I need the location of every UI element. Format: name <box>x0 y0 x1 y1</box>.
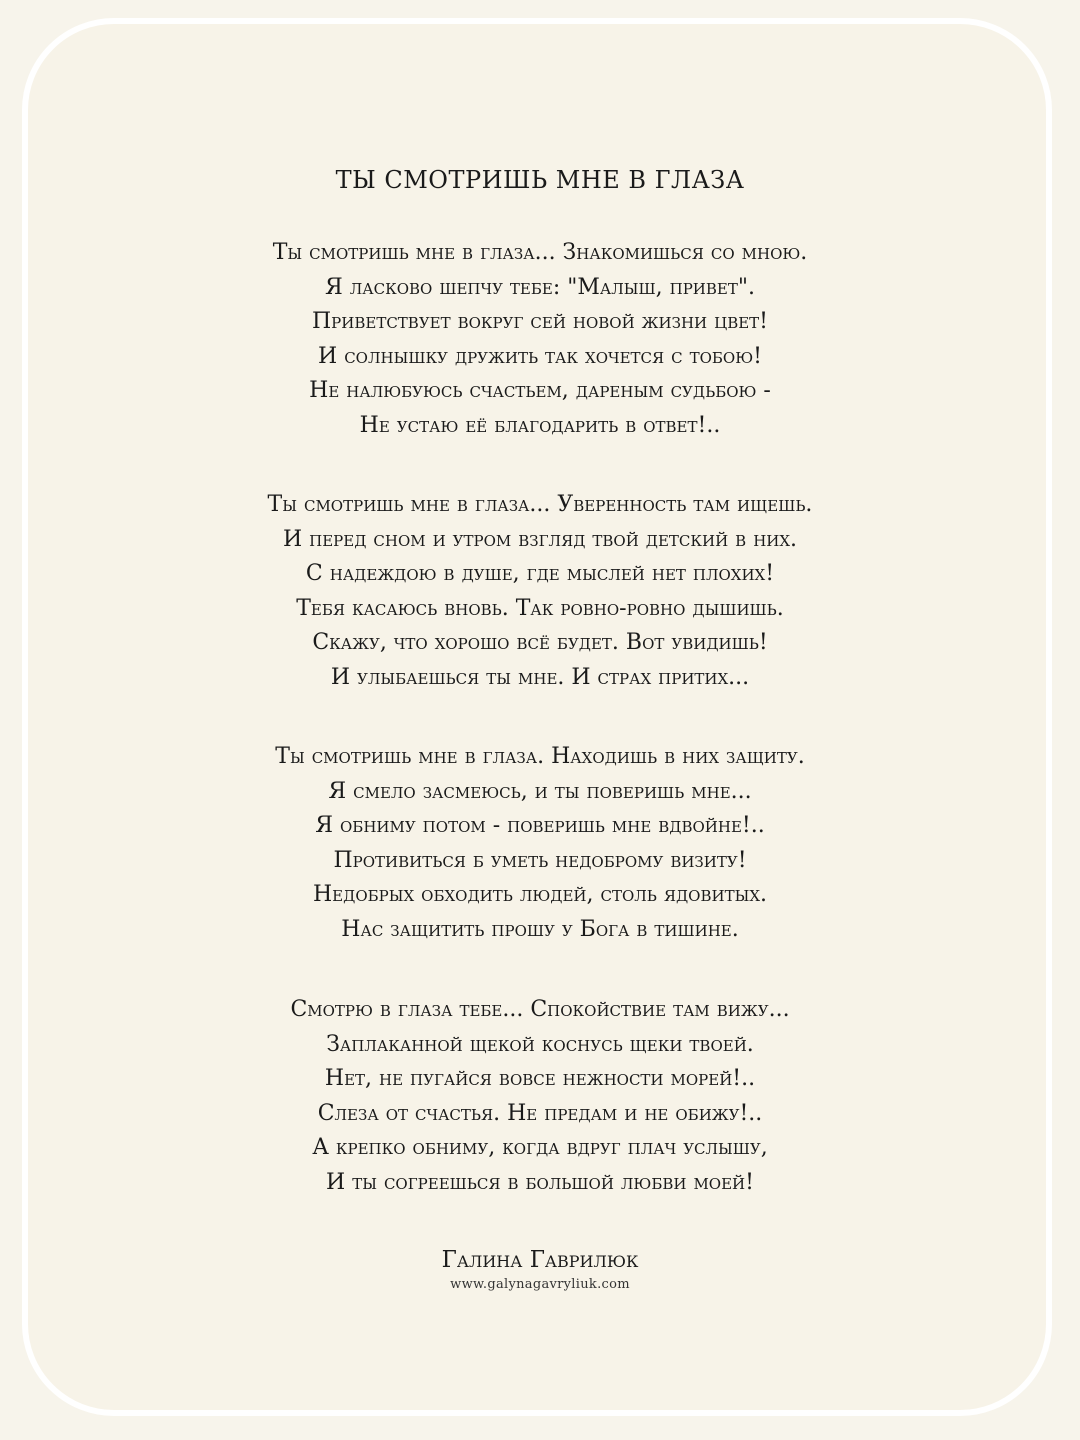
poem-line: Слеза от счастья. Не предам и не обижу!.. <box>317 1100 763 1126</box>
poem-line: Ты смотришь мне в глаза. Находишь в них защиту. <box>275 744 805 769</box>
stanza-4 <box>0 993 1080 1201</box>
poem-line: Приветствует вокруг сей новой жизни цвет! <box>311 309 769 335</box>
author-name: Галина Гаврилюк <box>441 1247 639 1273</box>
poem-line: С надеждою в душе, где мыслей нет плохих! <box>305 561 775 587</box>
poem-line: И улыбаешься ты мне. И страх притих... <box>330 664 750 690</box>
poem-line: Нет, не пугайся вовсе нежности морей!.. <box>324 1066 756 1092</box>
poem-line: Скажу, что хорошо всё будет. Вот увидишь! <box>312 630 768 656</box>
stanza-1 <box>0 236 1080 444</box>
poem-line: Ты смотришь мне в глаза... Знакомишься со мною. <box>272 240 808 265</box>
poem-line: Не налюбуюсь счастьем, дареным судьбою - <box>309 378 771 404</box>
poem-line: Тебя касаюсь вновь. Так ровно-ровно дышишь. <box>296 595 784 621</box>
poem-line: И перед сном и утром взгляд твой детский в них. <box>282 526 798 552</box>
poem-line: Не устаю её благодарить в ответ!.. <box>359 412 721 438</box>
stanza-2 <box>0 488 1080 696</box>
poem-line: Противиться б уметь недоброму визиту! <box>333 847 747 873</box>
poem-line: Ты смотришь мне в глаза... Уверенность там ищешь. <box>267 492 813 517</box>
poem-line: Я обниму потом - поверишь мне вдвойне!.. <box>315 813 765 839</box>
poem-line: Я ласково шепчу тебе: "Малыш, привет". <box>325 274 755 300</box>
poem-line: Смотрю в глаза тебе... Спокойствие там вижу... <box>290 997 790 1022</box>
poem-line: А крепко обниму, когда вдруг плач услышу, <box>312 1135 768 1161</box>
stanza-3 <box>0 740 1080 948</box>
poem-line: И солнышку дружить так хочется с тобою! <box>318 343 762 369</box>
poem-line: Я смело засмеюсь, и ты поверишь мне... <box>328 778 752 804</box>
author-website: www.galynagavryliuk.com <box>450 1277 630 1292</box>
poem-line: Недобрых обходить людей, столь ядовитых. <box>312 882 768 908</box>
poem-line: Нас защитить прошу у Бога в тишине. <box>341 916 739 942</box>
poem-line: И ты согреешься в большой любви моей! <box>326 1169 754 1195</box>
poem-line: Заплаканной щекой коснусь щеки твоей. <box>326 1031 754 1057</box>
poem-title: ТЫ СМОТРИШЬ МНЕ В ГЛАЗА <box>335 166 745 194</box>
